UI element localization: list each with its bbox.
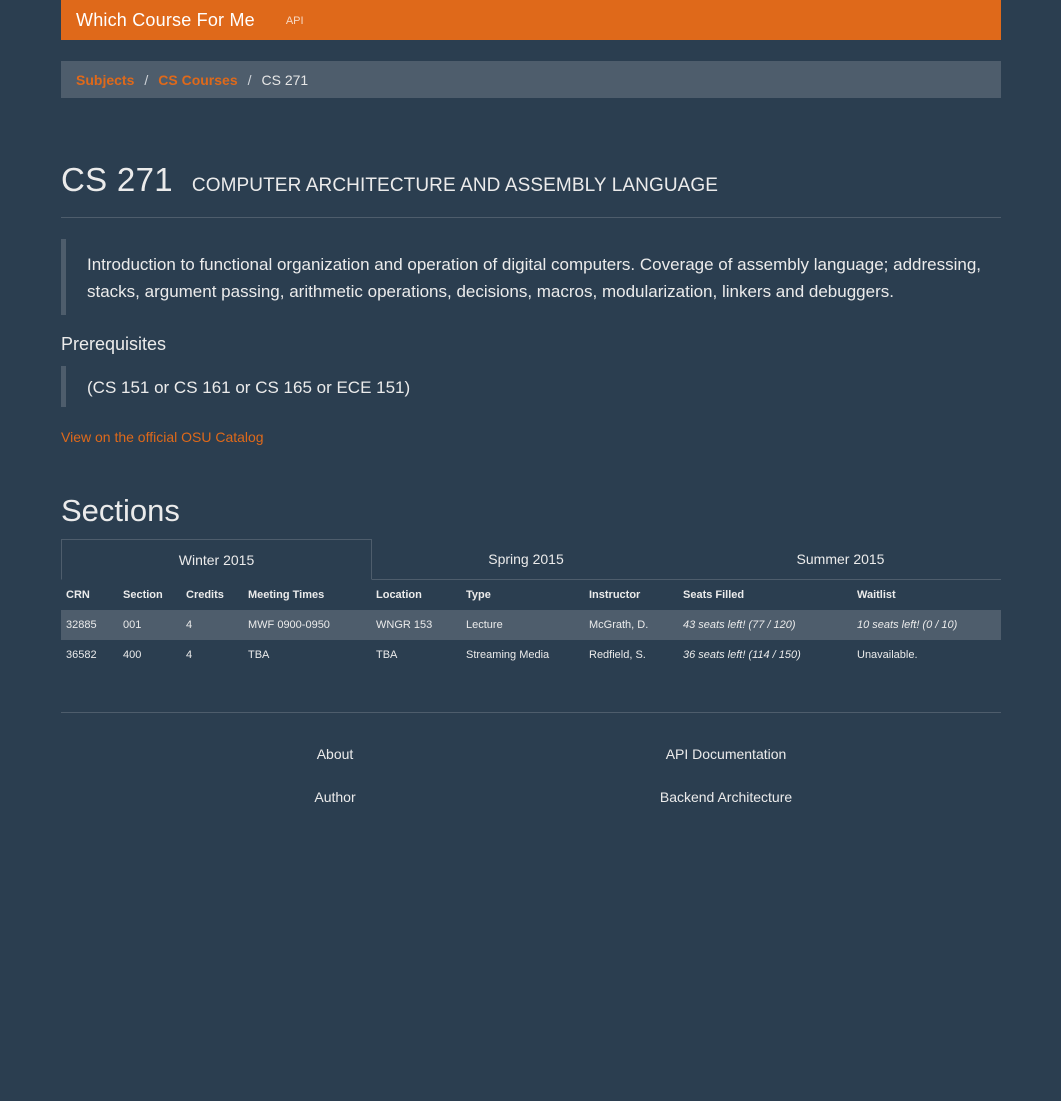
breadcrumb-separator: / [247,71,252,88]
footer-backend-link[interactable]: Backend Architecture [659,789,793,805]
footer-author-link[interactable]: Author [314,789,356,805]
navbar [61,0,1001,40]
course-title: COMPUTER ARCHITECTURE AND ASSEMBLY LANGUAGE [191,175,719,196]
nav-link-api[interactable]: API [285,14,304,27]
credits-cell: 4 [181,610,243,640]
page-container [61,0,1001,833]
breadcrumb [61,61,1001,98]
instructor-cell: McGrath, D. [584,610,678,640]
breadcrumb-cs-courses[interactable]: CS Courses [158,71,238,88]
column-header: Meeting Times [248,589,325,601]
page-header [61,161,1001,218]
section-cell: 001 [118,610,181,640]
osu-catalog-link[interactable]: View on the official OSU Catalog [61,429,264,445]
column-header: CRN [66,589,90,601]
column-header: Section [123,589,163,601]
type-cell: Lecture [461,610,584,640]
column-header: Type [466,589,491,601]
seats-filled-cell: 36 seats left! (114 / 150) [683,649,801,661]
section-cell: 400 [123,649,142,661]
sections-table [61,580,1001,670]
term-tabs [61,539,1001,580]
waitlist-cell: Unavailable. [857,649,918,661]
table-row [61,610,1001,640]
course-code: CS 271 [61,161,173,198]
course-description: Introduction to functional organization and operation of digital computers. Coverage of assembly language; addressing, stacks, argument passing, arithmetic operations, decisions, macros, modularization, linkers and debuggers. [61,239,1001,315]
breadcrumb-subjects[interactable]: Subjects [76,71,135,88]
column-header: Instructor [589,589,641,601]
breadcrumb-separator: / [144,71,149,88]
footer [61,712,1001,833]
breadcrumb-current: CS 271 [261,71,309,88]
tab-spring-2015[interactable]: Spring 2015 [488,551,564,567]
table-header-row [61,580,1001,610]
location-cell: WNGR 153 [371,610,461,640]
column-header: Credits [186,589,224,601]
prerequisites-heading: Prerequisites [61,334,167,354]
column-header: Seats Filled [683,589,745,601]
waitlist-cell: 10 seats left! (0 / 10) [852,610,1001,640]
meeting-times-cell: TBA [248,649,270,661]
location-cell: TBA [376,649,398,661]
brand-link[interactable]: Which Course For Me [76,9,255,30]
meeting-times-cell: MWF 0900-0950 [243,610,371,640]
seats-filled-cell: 43 seats left! (77 / 120) [678,610,852,640]
prerequisites-list: (CS 151 or CS 161 or CS 165 or ECE 151) [61,366,1001,407]
type-cell: Streaming Media [466,649,550,661]
credits-cell: 4 [186,649,193,661]
crn-cell: 32885 [61,610,118,640]
tab-summer-2015[interactable]: Summer 2015 [796,551,885,567]
crn-cell: 36582 [66,649,97,661]
column-header: Waitlist [857,589,896,601]
tab-winter-2015[interactable]: Winter 2015 [61,539,372,580]
sections-heading: Sections [61,493,180,528]
instructor-cell: Redfield, S. [589,649,646,661]
footer-about-link[interactable]: About [316,746,354,762]
footer-api-docs-link[interactable]: API Documentation [665,746,787,762]
column-header: Location [376,589,422,601]
table-row [61,640,1001,670]
